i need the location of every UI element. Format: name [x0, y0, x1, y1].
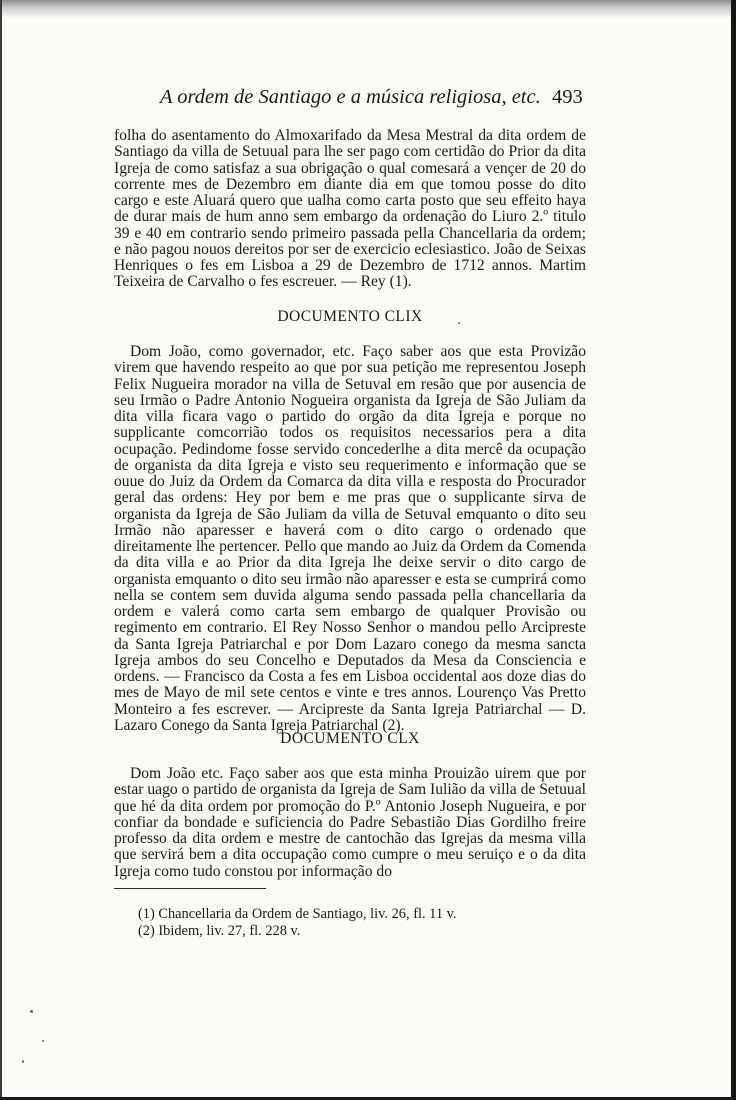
scan-speck	[30, 1010, 33, 1013]
scan-top-shadow	[0, 0, 736, 18]
scan-speck	[22, 1060, 24, 1063]
footnotes	[138, 906, 578, 940]
page-number: 493	[552, 86, 583, 108]
footnote-1: (1) Chancellaria da Ordem de Santiago, liv. 26, fl. 11 v.	[138, 906, 457, 922]
footnote-2: (2) Ibidem, liv. 27, fl. 228 v.	[138, 923, 301, 939]
scan-left-edge	[0, 0, 2, 1100]
opening-paragraph	[114, 128, 586, 291]
document-clx-heading: DOCUMENTO CLX	[280, 730, 420, 747]
document-clx-text: Dom João etc. Faço saber aos que esta minha Prouizão uirem que por estar uago o partido de organista da Igreja de Sam Iulião da villa de Setuual que hé da dita ordem por promoção do P.º Antonio Joseph Nugueira, e por confiar da bondade e suficiencia do Padre Sebastião Dias Gordilho freire professo da dita ordem e mestre de cantochão das Igrejas da mesma villa que servirá bem a dita occupação como cumpre o meu seruiço e o da dita Igreja como tudo constou por informação do	[114, 765, 586, 880]
document-clx-body	[114, 766, 586, 880]
document-clix-body	[114, 344, 586, 734]
running-title: A ordem de Santiago e a música religiosa, etc.	[160, 86, 541, 108]
scan-right-edge	[731, 0, 736, 1100]
scan-speck	[458, 322, 460, 324]
document-clix-heading: DOCUMENTO CLIX	[277, 308, 423, 325]
opening-paragraph-text: folha do asentamento do Almoxarifado da Mesa Mestral da dita ordem de Santiago da villa de Setuual para lhe ser pago com certidão do Prior da dita Igreja de como satisfaz a sua obrigação o qual comesará a vençer de 20 do corrente mes de Dezembro em diante dia em que tomou posse do dito cargo e este Aluará quero que ualha como carta posto que seu effeito haya de durar mais de hum anno sem embargo da ordenação do Liuro 2.º titulo 39 e 40 em contrario sendo primeiro passada pella Chancellaria da ordem; e não pagou nouos dereitos por ser de exercicio eclesiastico. João de Seixas Henriques o fes em Lisboa a 29 de Dezembro de 1712 annos. Martim Teixeira de Carvalho o fes escreuer. — Rey (1).	[114, 127, 586, 291]
footnote-separator	[114, 888, 266, 889]
scan-speck	[42, 1040, 44, 1042]
document-clix-text: Dom João, como governador, etc. Faço saber aos que esta Provizão virem que havendo respeito ao que por sua petição me representou Joseph Felix Nugueira morador na villa de Setuval em resão que por ausencia de seu Irmão o Padre Antonio Nogueira organista da Igreja de São Juliam da dita villa ficara vago o partido do orgão da dita Igreja e porque no supplicante comcorrião todos os requisitos necessarios pera a dita ocupação. Pedindome fosse servido concederlhe a dita mercê da ocupação de organista da dita Igreja e visto seu requerimento e informação que se ouue do Juiz da Ordem da Comarca da dita villa e resposta do Procurador geral das ordens: Hey por bem e me pras que o supplicante sirva de organista da Igreja de São Juliam da villa de Setuval emquanto o dito seu Irmão não aparesser e haverá com o dito cargo o ordenado que direitamente lhe pertencer. Pello que mando ao Juiz da Ordem da Comenda da dita villa e ao Prior da dita Igreja lhe deixe servir o dito cargo de organista emquanto o dito seu irmão não aparesser e esta se cumprirá como nella se contem sem duvida alguma sendo passada pella chancellaria da ordem e valerá como carta sem embargo de qualquer Provisão ou regimento em contrario. El Rey Nosso Senhor o mandou pello Arcipreste da Santa Igreja Patriarchal e por Dom Lazaro conego da mesma sancta Igreja ambos do seu Concelho e Deputados da Mesa da Consciencia e ordens. — Francisco da Costa a fes em Lisboa occidental aos doze dias do mes de Mayo de mil sete centos e vinte e tres annos. Lourenço Vas Pretto Monteiro a fes escrever. — Arcipreste da Santa Igreja Patriarchal — D. Lazaro Conego da Santa Igreja Patriarchal (2).	[114, 343, 586, 734]
